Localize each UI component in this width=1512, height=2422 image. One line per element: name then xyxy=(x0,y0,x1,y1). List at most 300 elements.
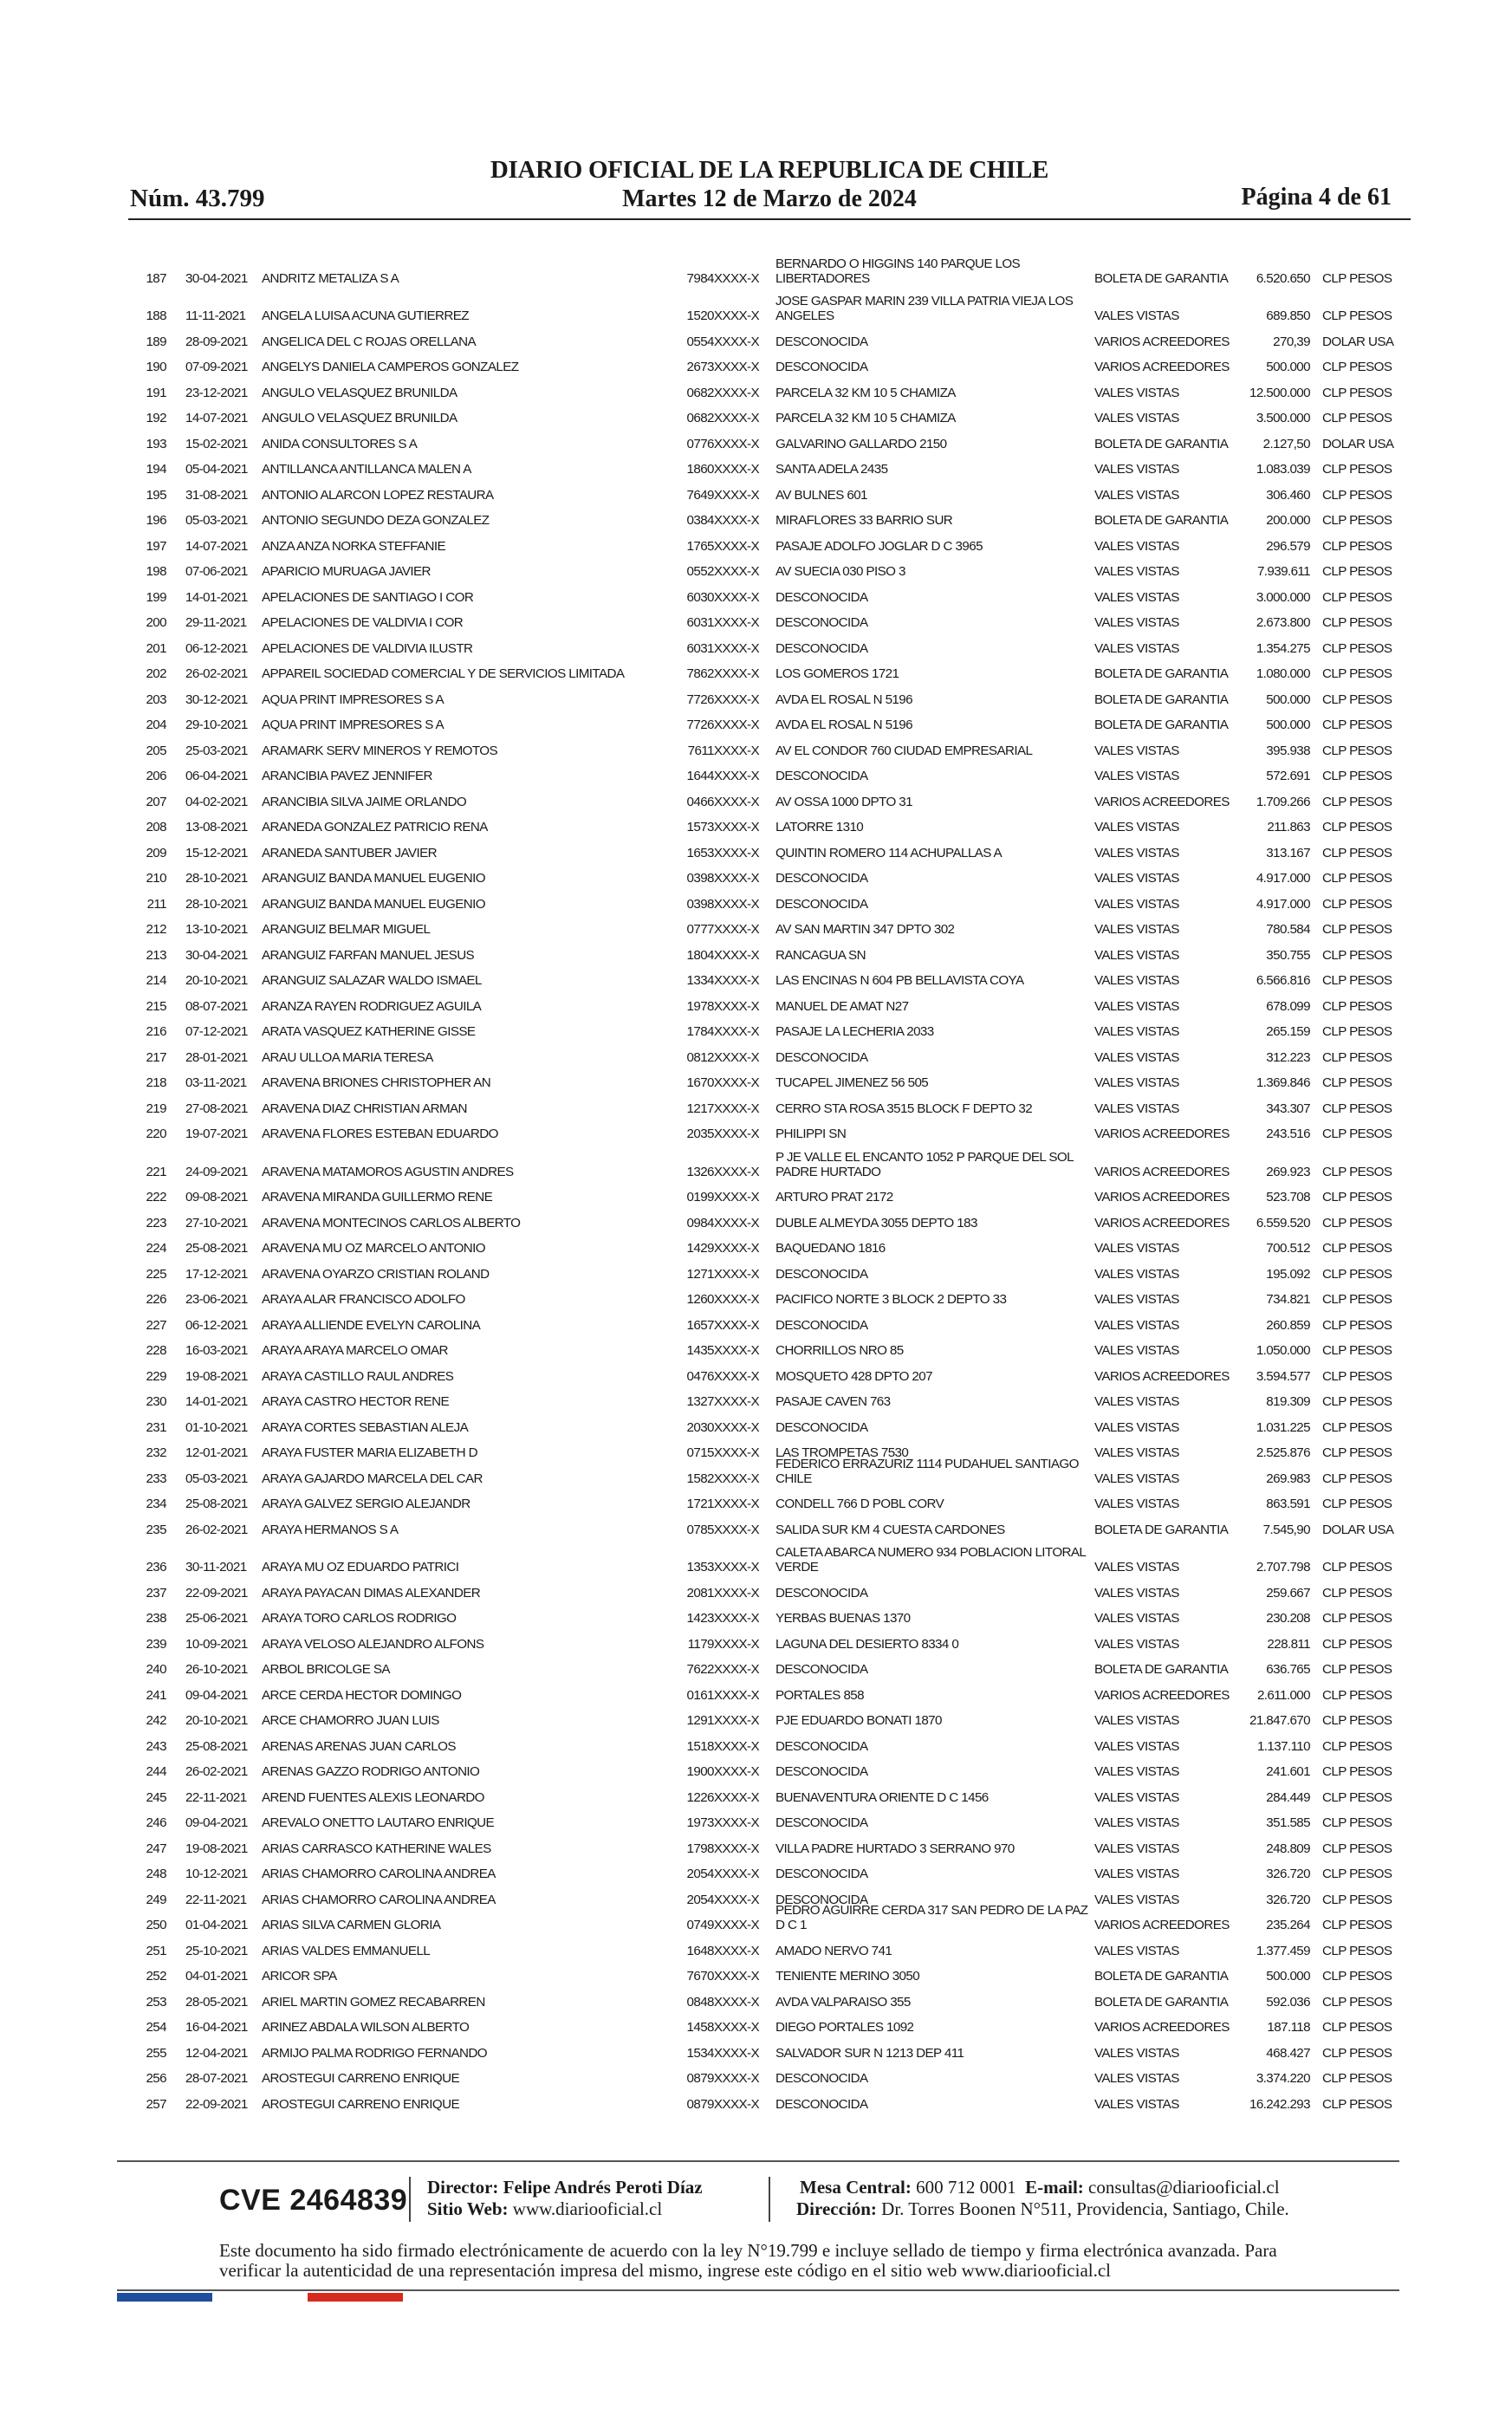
row-type: VALES VISTAS xyxy=(1094,1892,1179,1907)
table-row xyxy=(0,938,1512,964)
row-currency: CLP PESOS xyxy=(1322,1471,1392,1486)
row-rut: 0476XXXX-X xyxy=(686,1368,759,1384)
row-name: ARAYA ARAYA MARCELO OMAR xyxy=(262,1343,448,1358)
row-number: 202 xyxy=(146,666,166,681)
row-type: VALES VISTAS xyxy=(1094,845,1179,860)
row-address: TENIENTE MERINO 3050 xyxy=(775,1969,920,1984)
row-name: APELACIONES DE SANTIAGO I COR xyxy=(262,589,474,605)
row-address: BUENAVENTURA ORIENTE D C 1456 xyxy=(775,1789,989,1805)
row-name: ARAVENA MU OZ MARCELO ANTONIO xyxy=(262,1241,485,1256)
row-date: 05-04-2021 xyxy=(185,462,248,477)
table-row xyxy=(0,964,1512,990)
table-row xyxy=(0,529,1512,555)
table-row xyxy=(0,760,1512,786)
row-amount: 12.500.000 xyxy=(1249,385,1310,400)
row-address: VILLA PADRE HURTADO 3 SERRANO 970 xyxy=(775,1841,1015,1856)
table-row xyxy=(0,1858,1512,1884)
table-row xyxy=(0,1807,1512,1833)
row-currency: CLP PESOS xyxy=(1322,360,1392,374)
row-rut: 2673XXXX-X xyxy=(686,360,759,374)
table-row xyxy=(0,1781,1512,1807)
row-number: 194 xyxy=(146,462,166,477)
table-row xyxy=(0,1576,1512,1602)
row-number: 215 xyxy=(146,998,166,1014)
row-name: ANIDA CONSULTORES S A xyxy=(262,436,418,451)
row-type: VALES VISTAS xyxy=(1094,538,1179,554)
row-address: DESCONOCIDA xyxy=(775,1892,868,1907)
row-amount: 243.516 xyxy=(1266,1127,1310,1141)
table-row xyxy=(0,887,1512,913)
row-type: VALES VISTAS xyxy=(1094,743,1179,758)
row-address: DESCONOCIDA xyxy=(775,896,868,912)
issue-number: Núm. 43.799 xyxy=(130,185,265,212)
table-row xyxy=(0,453,1512,479)
row-type: VALES VISTAS xyxy=(1094,1497,1179,1511)
row-date: 31-08-2021 xyxy=(185,487,248,503)
row-name: ARIAS CHAMORRO CAROLINA ANDREA xyxy=(262,1867,496,1881)
row-name: ARICOR SPA xyxy=(262,1969,337,1984)
row-date: 20-10-2021 xyxy=(185,1713,248,1728)
row-rut: 0466XXXX-X xyxy=(686,794,759,809)
row-currency: CLP PESOS xyxy=(1322,1611,1392,1626)
row-currency: CLP PESOS xyxy=(1322,1662,1392,1677)
row-type: VARIOS ACREEDORES xyxy=(1094,1190,1230,1205)
row-date: 06-12-2021 xyxy=(185,1317,248,1333)
row-number: 191 xyxy=(146,385,166,400)
row-amount: 187.118 xyxy=(1267,2020,1310,2035)
row-amount: 6.566.816 xyxy=(1256,973,1310,988)
row-address: YERBAS BUENAS 1370 xyxy=(775,1611,911,1626)
row-name: ARAVENA DIAZ CHRISTIAN ARMAN xyxy=(262,1101,467,1116)
row-address: DESCONOCIDA xyxy=(775,615,868,630)
row-address: DESCONOCIDA xyxy=(775,1317,868,1333)
row-name: ARAVENA MIRANDA GUILLERMO RENE xyxy=(262,1190,493,1205)
row-address: DESCONOCIDA xyxy=(775,1815,868,1830)
row-amount: 343.307 xyxy=(1266,1101,1310,1116)
row-amount: 195.092 xyxy=(1266,1266,1310,1282)
row-address: DIEGO PORTALES 1092 xyxy=(775,2020,914,2035)
row-name: ARAYA TORO CARLOS RODRIGO xyxy=(262,1611,457,1626)
row-amount: 6.520.650 xyxy=(1256,270,1310,286)
flag-white-segment xyxy=(212,2293,308,2302)
row-date: 28-07-2021 xyxy=(185,2071,248,2086)
row-number: 204 xyxy=(146,718,166,732)
row-rut: 2030XXXX-X xyxy=(686,1419,759,1435)
row-rut: 1291XXXX-X xyxy=(686,1713,759,1728)
row-currency: CLP PESOS xyxy=(1322,1969,1392,1984)
director-name: Felipe Andrés Peroti Díaz xyxy=(503,2177,703,2198)
table-row xyxy=(0,1730,1512,1756)
row-number: 255 xyxy=(146,2045,166,2061)
row-address: DESCONOCIDA xyxy=(775,769,868,783)
row-name: ARAVENA FLORES ESTEBAN EDUARDO xyxy=(262,1127,498,1141)
row-address: MOSQUETO 428 DPTO 207 xyxy=(775,1368,932,1384)
row-rut: 0682XXXX-X xyxy=(686,385,759,400)
row-number: 218 xyxy=(146,1075,166,1090)
row-date: 15-12-2021 xyxy=(185,845,248,860)
row-date: 05-03-2021 xyxy=(185,1471,248,1486)
row-name: ARAYA PAYACAN DIMAS ALEXANDER xyxy=(262,1585,481,1601)
row-rut: 1353XXXX-X xyxy=(686,1560,759,1575)
row-amount: 16.242.293 xyxy=(1249,2096,1310,2112)
row-rut: 0785XXXX-X xyxy=(686,1522,759,1537)
row-rut: 7611XXXX-X xyxy=(687,743,759,758)
row-date: 07-12-2021 xyxy=(185,1024,248,1039)
row-type: VARIOS ACREEDORES xyxy=(1094,794,1230,809)
row-type: BOLETA DE GARANTIA xyxy=(1094,1662,1229,1677)
row-name: ARAVENA MATAMOROS AGUSTIN ANDRES xyxy=(262,1164,514,1179)
row-number: 228 xyxy=(146,1343,166,1358)
row-rut: 0398XXXX-X xyxy=(686,871,759,886)
table-row xyxy=(0,709,1512,735)
row-currency: CLP PESOS xyxy=(1322,1497,1392,1511)
table-row xyxy=(0,1456,1512,1488)
row-rut: 1435XXXX-X xyxy=(686,1343,759,1358)
row-date: 28-10-2021 xyxy=(185,871,248,886)
row-amount: 2.673.800 xyxy=(1256,615,1310,630)
row-address: RANCAGUA SN xyxy=(775,947,866,963)
row-rut: 7649XXXX-X xyxy=(686,487,759,503)
row-type: VALES VISTAS xyxy=(1094,1764,1179,1779)
row-address: DESCONOCIDA xyxy=(775,1266,868,1282)
row-date: 09-04-2021 xyxy=(185,1687,248,1703)
row-address: AVDA VALPARAISO 355 xyxy=(775,1994,911,2010)
row-type: VALES VISTAS xyxy=(1094,922,1179,937)
row-date: 25-10-2021 xyxy=(185,1943,248,1958)
row-number: 199 xyxy=(146,589,166,605)
website-link[interactable]: www.diariooficial.cl xyxy=(512,2198,663,2219)
row-date: 10-09-2021 xyxy=(185,1636,248,1652)
row-address: DESCONOCIDA xyxy=(775,1764,868,1779)
row-amount: 500.000 xyxy=(1266,1969,1310,1984)
row-rut: 1644XXXX-X xyxy=(686,769,759,783)
row-rut: 0398XXXX-X xyxy=(686,896,759,912)
row-date: 03-11-2021 xyxy=(185,1075,247,1090)
row-date: 04-02-2021 xyxy=(185,794,248,809)
table-row xyxy=(0,325,1512,351)
row-number: 241 xyxy=(146,1687,166,1703)
contact-line xyxy=(800,2177,1280,2198)
row-type: VALES VISTAS xyxy=(1094,1713,1179,1728)
row-address: DESCONOCIDA xyxy=(775,360,868,374)
row-name: ANGULO VELASQUEZ BRUNILDA xyxy=(262,385,457,400)
row-amount: 270,39 xyxy=(1273,334,1310,349)
row-amount: 351.585 xyxy=(1266,1815,1310,1830)
row-type: VALES VISTAS xyxy=(1094,1841,1179,1856)
row-rut: 1327XXXX-X xyxy=(686,1394,759,1409)
row-name: ARCE CHAMORRO JUAN LUIS xyxy=(262,1713,439,1728)
row-amount: 500.000 xyxy=(1266,360,1310,374)
row-amount: 284.449 xyxy=(1266,1789,1310,1805)
row-date: 09-04-2021 xyxy=(185,1815,248,1830)
row-type: VARIOS ACREEDORES xyxy=(1094,1918,1230,1932)
row-number: 249 xyxy=(146,1892,166,1907)
row-address: MIRAFLORES 33 BARRIO SUR xyxy=(775,513,953,528)
row-currency: CLP PESOS xyxy=(1322,1075,1392,1090)
row-type: VALES VISTAS xyxy=(1094,1343,1179,1358)
row-type: VARIOS ACREEDORES xyxy=(1094,2020,1230,2035)
email-link[interactable]: consultas@diariooficial.cl xyxy=(1088,2177,1280,2198)
row-number: 221 xyxy=(146,1164,166,1179)
table-row xyxy=(0,1283,1512,1309)
row-name: APARICIO MURUAGA JAVIER xyxy=(262,564,431,579)
address-label: Dirección: xyxy=(796,2198,877,2219)
row-address: DESCONOCIDA xyxy=(775,1049,868,1065)
row-date: 27-08-2021 xyxy=(185,1101,248,1116)
row-rut: 1260XXXX-X xyxy=(686,1292,759,1307)
row-rut: 1534XXXX-X xyxy=(686,2045,759,2061)
row-name: ARENAS ARENAS JUAN CARLOS xyxy=(262,1738,456,1754)
row-currency: CLP PESOS xyxy=(1322,513,1392,528)
table-row xyxy=(0,632,1512,658)
row-amount: 678.099 xyxy=(1266,998,1310,1014)
row-type: BOLETA DE GARANTIA xyxy=(1094,1994,1229,2010)
row-number: 245 xyxy=(146,1789,166,1805)
table-row xyxy=(0,1257,1512,1283)
row-currency: CLP PESOS xyxy=(1322,1317,1392,1333)
page-indicator: Página 4 de 61 xyxy=(1241,184,1392,211)
row-date: 28-10-2021 xyxy=(185,896,248,912)
row-rut: 7726XXXX-X xyxy=(686,692,759,707)
row-currency: CLP PESOS xyxy=(1322,1867,1392,1881)
row-amount: 326.720 xyxy=(1266,1867,1310,1881)
row-date: 28-01-2021 xyxy=(185,1049,248,1065)
row-currency: CLP PESOS xyxy=(1322,769,1392,783)
row-type: VALES VISTAS xyxy=(1094,1394,1179,1409)
row-currency: CLP PESOS xyxy=(1322,845,1392,860)
table-row xyxy=(0,1679,1512,1704)
row-rut: 1973XXXX-X xyxy=(686,1815,759,1830)
row-number: 254 xyxy=(146,2020,166,2035)
row-currency: CLP PESOS xyxy=(1322,1636,1392,1652)
row-amount: 1.080.000 xyxy=(1256,666,1310,681)
row-number: 246 xyxy=(146,1815,166,1830)
row-address: DESCONOCIDA xyxy=(775,871,868,886)
row-type: BOLETA DE GARANTIA xyxy=(1094,436,1229,451)
row-amount: 863.591 xyxy=(1266,1497,1310,1511)
row-rut: 0161XXXX-X xyxy=(686,1687,759,1703)
row-rut: 0554XXXX-X xyxy=(686,334,759,349)
row-currency: DOLAR USA xyxy=(1322,436,1394,451)
cve-code: CVE 2464839 xyxy=(219,2184,408,2217)
row-type: VALES VISTAS xyxy=(1094,1445,1179,1460)
table-row xyxy=(0,1334,1512,1360)
row-address: CERRO STA ROSA 3515 BLOCK F DEPTO 32 xyxy=(775,1101,1033,1116)
row-type: BOLETA DE GARANTIA xyxy=(1094,1522,1229,1537)
row-currency: CLP PESOS xyxy=(1322,1127,1392,1141)
row-date: 01-04-2021 xyxy=(185,1918,248,1932)
row-amount: 1.377.459 xyxy=(1256,1943,1310,1958)
row-date: 14-07-2021 xyxy=(185,411,248,425)
row-rut: 0984XXXX-X xyxy=(686,1215,759,1230)
row-name: AREVALO ONETTO LAUTARO ENRIQUE xyxy=(262,1815,495,1830)
table-row xyxy=(0,351,1512,377)
row-address: PACIFICO NORTE 3 BLOCK 2 DEPTO 33 xyxy=(775,1292,1007,1307)
row-address: PASAJE CAVEN 763 xyxy=(775,1394,891,1409)
row-amount: 21.847.670 xyxy=(1249,1713,1310,1728)
row-type: VALES VISTAS xyxy=(1094,1075,1179,1090)
flag-red-segment xyxy=(308,2293,403,2302)
row-date: 07-09-2021 xyxy=(185,360,248,374)
row-rut: 1978XXXX-X xyxy=(686,998,759,1014)
row-date: 16-03-2021 xyxy=(185,1343,248,1358)
row-date: 24-09-2021 xyxy=(185,1164,248,1179)
row-date: 19-08-2021 xyxy=(185,1368,248,1384)
row-type: VALES VISTAS xyxy=(1094,998,1179,1014)
row-amount: 500.000 xyxy=(1266,692,1310,707)
row-rut: 1648XXXX-X xyxy=(686,1943,759,1958)
row-name: ARATA VASQUEZ KATHERINE GISSE xyxy=(262,1024,476,1039)
row-rut: 1804XXXX-X xyxy=(686,947,759,963)
row-date: 19-08-2021 xyxy=(185,1841,248,1856)
row-amount: 780.584 xyxy=(1266,922,1310,937)
row-date: 14-01-2021 xyxy=(185,589,248,605)
row-currency: CLP PESOS xyxy=(1322,270,1392,286)
table-row xyxy=(0,427,1512,453)
row-rut: 0812XXXX-X xyxy=(686,1049,759,1065)
row-address: PASAJE ADOLFO JOGLAR D C 3965 xyxy=(775,538,983,554)
row-rut: 0384XXXX-X xyxy=(686,513,759,528)
row-currency: CLP PESOS xyxy=(1322,1764,1392,1779)
row-address: MANUEL DE AMAT N27 xyxy=(775,998,909,1014)
row-number: 239 xyxy=(146,1636,166,1652)
row-currency: CLP PESOS xyxy=(1322,1815,1392,1830)
table-row xyxy=(0,1883,1512,1909)
row-number: 195 xyxy=(146,487,166,503)
row-amount: 1.031.225 xyxy=(1256,1419,1310,1435)
row-address: AVDA EL ROSAL N 5196 xyxy=(775,692,912,707)
row-rut: 2035XXXX-X xyxy=(686,1127,759,1141)
row-name: AQUA PRINT IMPRESORES S A xyxy=(262,692,445,707)
table-row xyxy=(0,1653,1512,1679)
row-currency: CLP PESOS xyxy=(1322,1918,1392,1932)
row-address: TUCAPEL JIMENEZ 56 505 xyxy=(775,1075,929,1090)
row-currency: CLP PESOS xyxy=(1322,2045,1392,2061)
row-rut: 1423XXXX-X xyxy=(686,1611,759,1626)
row-address: SALVADOR SUR N 1213 DEP 411 xyxy=(775,2045,964,2061)
table-row xyxy=(0,2036,1512,2062)
row-address: DESCONOCIDA xyxy=(775,1662,868,1677)
row-number: 248 xyxy=(146,1867,166,1881)
row-type: VALES VISTAS xyxy=(1094,1024,1179,1039)
row-number: 257 xyxy=(146,2096,166,2112)
row-currency: CLP PESOS xyxy=(1322,973,1392,988)
row-number: 224 xyxy=(146,1241,166,1256)
row-currency: CLP PESOS xyxy=(1322,1368,1392,1384)
row-name: ARANGUIZ FARFAN MANUEL JESUS xyxy=(262,947,475,963)
row-name: ARANGUIZ SALAZAR WALDO ISMAEL xyxy=(262,973,482,988)
row-amount: 689.850 xyxy=(1266,308,1310,323)
row-type: VALES VISTAS xyxy=(1094,1101,1179,1116)
row-name: ANGULO VELASQUEZ BRUNILDA xyxy=(262,411,457,425)
row-rut: 7670XXXX-X xyxy=(686,1969,759,1984)
row-name: ARAYA HERMANOS S A xyxy=(262,1522,399,1537)
row-rut: 1670XXXX-X xyxy=(686,1075,759,1090)
row-currency: CLP PESOS xyxy=(1322,1164,1392,1179)
table-row xyxy=(0,1437,1512,1463)
row-name: ARINEZ ABDALA WILSON ALBERTO xyxy=(262,2020,470,2035)
row-address: PORTALES 858 xyxy=(775,1687,864,1703)
row-type: VALES VISTAS xyxy=(1094,564,1179,579)
row-address: DESCONOCIDA xyxy=(775,640,868,656)
row-currency: CLP PESOS xyxy=(1322,538,1392,554)
row-amount: 200.000 xyxy=(1266,513,1310,528)
row-rut: 0552XXXX-X xyxy=(686,564,759,579)
row-amount: 395.938 xyxy=(1266,743,1310,758)
table-row xyxy=(0,1181,1512,1207)
table-row xyxy=(0,1627,1512,1653)
row-date: 14-01-2021 xyxy=(185,1394,248,1409)
table-row xyxy=(0,811,1512,837)
row-number: 207 xyxy=(146,794,166,809)
row-number: 225 xyxy=(146,1266,166,1282)
footer-divider-top xyxy=(117,2160,1399,2162)
row-number: 193 xyxy=(146,436,166,451)
row-rut: 7862XXXX-X xyxy=(686,666,759,681)
row-currency: CLP PESOS xyxy=(1322,1101,1392,1116)
table-row xyxy=(0,1960,1512,1986)
row-date: 26-02-2021 xyxy=(185,666,248,681)
row-currency: CLP PESOS xyxy=(1322,1024,1392,1039)
row-currency: CLP PESOS xyxy=(1322,385,1392,400)
address-line xyxy=(796,2198,1289,2220)
row-name: ARAYA ALLIENDE EVELYN CAROLINA xyxy=(262,1317,481,1333)
table-row xyxy=(0,376,1512,402)
row-address: ARTURO PRAT 2172 xyxy=(775,1190,893,1205)
header-divider xyxy=(128,218,1411,220)
row-date: 26-10-2021 xyxy=(185,1662,248,1677)
row-address: PARCELA 32 KM 10 5 CHAMIZA xyxy=(775,411,956,425)
row-type: VALES VISTAS xyxy=(1094,1317,1179,1333)
row-date: 23-12-2021 xyxy=(185,385,248,400)
row-currency: CLP PESOS xyxy=(1322,487,1392,503)
row-currency: CLP PESOS xyxy=(1322,1994,1392,2010)
row-type: VALES VISTAS xyxy=(1094,1815,1179,1830)
row-name: ARAVENA BRIONES CHRISTOPHER AN xyxy=(262,1075,491,1090)
website-line xyxy=(427,2198,662,2220)
row-name: ARBOL BRICOLGE SA xyxy=(262,1662,390,1677)
row-name: ARAYA GALVEZ SERGIO ALEJANDR xyxy=(262,1497,470,1511)
row-number: 208 xyxy=(146,820,166,834)
row-address: AV OSSA 1000 DPTO 31 xyxy=(775,794,912,809)
row-type: VALES VISTAS xyxy=(1094,973,1179,988)
row-number: 188 xyxy=(146,308,166,323)
mesa-label: Mesa Central: xyxy=(800,2177,912,2198)
email-label: E-mail: xyxy=(1025,2177,1084,2198)
row-rut: 1721XXXX-X xyxy=(686,1497,759,1511)
row-amount: 1.354.275 xyxy=(1256,640,1310,656)
row-type: VALES VISTAS xyxy=(1094,385,1179,400)
row-rut: 6031XXXX-X xyxy=(686,640,759,656)
row-date: 28-09-2021 xyxy=(185,334,248,349)
row-number: 227 xyxy=(146,1317,166,1333)
table-row xyxy=(0,1041,1512,1067)
row-amount: 500.000 xyxy=(1266,718,1310,732)
row-number: 220 xyxy=(146,1127,166,1141)
table-row xyxy=(0,1067,1512,1093)
row-address: CHORRILLOS NRO 85 xyxy=(775,1343,904,1358)
row-rut: 7984XXXX-X xyxy=(686,270,759,286)
row-type: VALES VISTAS xyxy=(1094,640,1179,656)
row-rut: 2081XXXX-X xyxy=(686,1585,759,1601)
row-date: 22-11-2021 xyxy=(185,1789,247,1805)
row-number: 214 xyxy=(146,973,166,988)
row-amount: 269.923 xyxy=(1266,1164,1310,1179)
table-row xyxy=(0,1934,1512,1960)
table-row xyxy=(0,504,1512,530)
table-row xyxy=(0,2088,1512,2114)
row-address: BERNARDO O HIGGINS 140 PARQUE LOS LIBERTADORES xyxy=(775,256,1021,286)
